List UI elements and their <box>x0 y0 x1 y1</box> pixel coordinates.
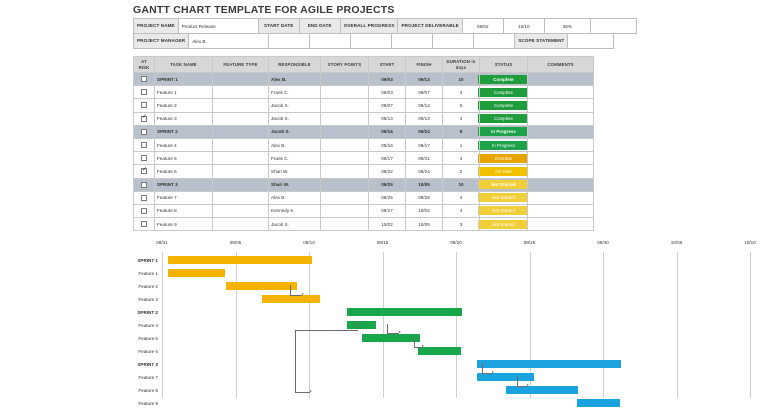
story-points-cell[interactable] <box>321 99 369 112</box>
project-deliverable-label: PROJECT DELIVERABLE <box>398 19 462 34</box>
project-name-label: PROJECT NAME <box>134 19 179 34</box>
gantt-bar[interactable] <box>168 269 226 277</box>
duration-cell[interactable]: 4 <box>443 191 480 204</box>
status-badge: In Progress <box>478 141 529 150</box>
status-cell[interactable] <box>480 178 528 191</box>
responsible-cell[interactable]: Jacob S. <box>269 112 321 125</box>
table-row <box>134 112 594 125</box>
col-task-name: TASK NAME <box>155 57 213 73</box>
gantt-row-label: Feature 7 <box>138 375 158 380</box>
duration-cell[interactable]: 10 <box>443 178 480 191</box>
dependency-arrow <box>527 384 529 386</box>
comments-cell[interactable] <box>528 191 594 204</box>
gantt-bar[interactable] <box>362 334 420 342</box>
gantt-row-label: Feature 5 <box>138 336 158 341</box>
table-row <box>134 99 594 112</box>
comments-cell[interactable] <box>528 152 594 165</box>
story-points-cell[interactable] <box>321 125 369 138</box>
at-risk-cell[interactable] <box>134 152 155 165</box>
responsible-cell[interactable]: Jacob S. <box>269 125 321 138</box>
dependency-link <box>290 295 302 296</box>
finish-date-cell[interactable]: 10/05 <box>406 218 443 231</box>
dependency-arrow <box>302 293 304 295</box>
feature-type-cell[interactable] <box>213 112 269 125</box>
story-points-cell[interactable] <box>321 191 369 204</box>
gantt-axis-tick: 10/05 <box>670 240 683 245</box>
gantt-bar[interactable] <box>577 399 621 407</box>
start-date-cell[interactable]: 09/25 <box>369 178 406 191</box>
status-badge: In Progress <box>478 127 529 136</box>
gantt-row-label: SPRINT 2 <box>137 310 158 315</box>
at-risk-cell[interactable] <box>134 178 155 191</box>
gantt-row-label: SPRINT 1 <box>137 258 158 263</box>
gantt-gridline <box>162 252 163 398</box>
responsible-cell[interactable]: Shari W. <box>269 178 321 191</box>
finish-date-cell[interactable]: 09/21 <box>406 152 443 165</box>
gantt-bar[interactable] <box>347 321 376 329</box>
feature-type-cell[interactable] <box>213 218 269 231</box>
responsible-cell[interactable]: Alex B. <box>269 138 321 151</box>
start-date-cell[interactable]: 09/13 <box>369 112 406 125</box>
gantt-chart <box>110 240 756 406</box>
status-badge: Complete <box>478 88 529 97</box>
task-name-cell[interactable]: Feature 7 <box>155 191 213 204</box>
status-badge: Complete <box>478 114 529 123</box>
col-duration: DURATION in days <box>443 57 480 73</box>
dependency-link <box>295 330 358 331</box>
col-status: STATUS <box>480 57 528 73</box>
gantt-axis-tick: 09/25 <box>523 240 536 245</box>
feature-type-cell[interactable] <box>213 138 269 151</box>
start-date-cell[interactable]: 09/03 <box>369 73 406 86</box>
blank-cell-1 <box>392 34 433 49</box>
finish-date-cell[interactable]: 10/05 <box>406 178 443 191</box>
comments-cell[interactable] <box>528 165 594 178</box>
status-badge: Overdue <box>478 154 529 163</box>
duration-cell[interactable]: 3 <box>443 218 480 231</box>
finish-date-cell[interactable]: 09/13 <box>406 73 443 86</box>
task-table-header-row <box>134 57 594 73</box>
gantt-row-label: Feature 2 <box>138 284 158 289</box>
feature-type-cell[interactable] <box>213 191 269 204</box>
at-risk-checkbox[interactable] <box>141 155 147 161</box>
gantt-row-label: Feature 8 <box>138 388 158 393</box>
dependency-arrow <box>422 345 424 347</box>
table-row <box>134 191 594 204</box>
gantt-row-labels <box>110 254 162 410</box>
table-row <box>134 204 594 217</box>
at-risk-checkbox[interactable] <box>141 116 147 122</box>
start-date-cell[interactable]: 09/07 <box>369 99 406 112</box>
scope-statement-value[interactable] <box>568 34 614 49</box>
finish-date-cell[interactable]: 09/17 <box>406 138 443 151</box>
blank-cell-2 <box>433 34 474 49</box>
table-row <box>134 218 594 231</box>
status-badge: Not Started <box>478 220 529 229</box>
overall-progress-label: OVERALL PROGRESS <box>340 19 398 34</box>
gantt-row-label: Feature 9 <box>138 401 158 406</box>
dependency-link <box>517 376 518 386</box>
at-risk-cell[interactable] <box>134 125 155 138</box>
task-name-cell[interactable]: SPRINT 3 <box>155 178 213 191</box>
table-row <box>134 86 594 99</box>
at-risk-cell[interactable] <box>134 112 155 125</box>
project-manager-label: PROJECT MANAGER <box>134 34 189 49</box>
duration-cell[interactable]: 4 <box>443 112 480 125</box>
comments-cell[interactable] <box>528 125 594 138</box>
dependency-link <box>295 392 310 393</box>
end-date-value-2[interactable] <box>310 34 351 49</box>
gantt-gridline <box>383 252 384 398</box>
gantt-axis-tick: 09/20 <box>450 240 462 245</box>
duration-cell[interactable]: 1 <box>443 138 480 151</box>
gantt-row-label: Feature 1 <box>138 271 158 276</box>
comments-cell[interactable] <box>528 112 594 125</box>
status-cell[interactable] <box>480 125 528 138</box>
start-date-cell[interactable]: 10/02 <box>369 218 406 231</box>
dependency-arrow <box>399 331 401 333</box>
at-risk-checkbox[interactable] <box>141 89 147 95</box>
project-info-table-row2 <box>133 33 614 49</box>
gantt-gridline <box>750 252 751 398</box>
finish-date-cell[interactable]: 10/02 <box>406 204 443 217</box>
gantt-time-axis <box>156 240 756 252</box>
overall-progress-value-2[interactable] <box>351 34 392 49</box>
story-points-cell[interactable] <box>321 204 369 217</box>
end-date-label: END DATE <box>299 19 340 34</box>
at-risk-cell[interactable] <box>134 138 155 151</box>
gantt-axis-tick: 09/15 <box>376 240 389 245</box>
start-date-cell[interactable]: 09/25 <box>369 191 406 204</box>
task-name-cell[interactable]: Feature 2 <box>155 99 213 112</box>
at-risk-checkbox[interactable] <box>141 102 147 108</box>
status-cell[interactable] <box>480 73 528 86</box>
status-cell[interactable] <box>480 152 528 165</box>
gantt-row-label: SPRINT 3 <box>137 362 158 367</box>
at-risk-cell[interactable] <box>134 218 155 231</box>
at-risk-cell[interactable] <box>134 86 155 99</box>
dependency-link <box>387 324 388 333</box>
feature-type-cell[interactable] <box>213 125 269 138</box>
gantt-gridline <box>603 252 604 398</box>
task-name-cell[interactable]: SPRINT 2 <box>155 125 213 138</box>
start-date-cell[interactable]: 09/22 <box>369 165 406 178</box>
at-risk-cell[interactable] <box>134 73 155 86</box>
duration-cell[interactable]: 10 <box>443 73 480 86</box>
gantt-row-label: Feature 4 <box>138 323 158 328</box>
story-points-cell[interactable] <box>321 138 369 151</box>
status-badge: On Hold <box>478 167 529 176</box>
gantt-bar[interactable] <box>477 373 535 381</box>
gantt-bar[interactable] <box>477 360 621 368</box>
status-badge: Not Started <box>478 206 529 215</box>
gantt-row-label: Feature 3 <box>138 297 158 302</box>
table-row <box>134 178 594 191</box>
col-comments: COMMENTS <box>528 57 594 73</box>
comments-cell[interactable] <box>528 99 594 112</box>
story-points-cell[interactable] <box>321 152 369 165</box>
status-badge: Not Started <box>478 180 529 189</box>
table-row <box>134 152 594 165</box>
responsible-cell[interactable]: Jacob S. <box>269 99 321 112</box>
responsible-cell[interactable]: Alex B. <box>269 191 321 204</box>
project-manager-value[interactable]: Alex B. <box>189 34 269 49</box>
task-name-cell[interactable]: Feature 5 <box>155 152 213 165</box>
comments-cell[interactable] <box>528 86 594 99</box>
status-badge: Not Started <box>478 193 529 202</box>
status-cell[interactable] <box>480 204 528 217</box>
project-deliverable-value[interactable] <box>590 19 636 34</box>
project-info-table <box>133 18 637 34</box>
feature-type-cell[interactable] <box>213 178 269 191</box>
gantt-bar[interactable] <box>506 386 578 394</box>
feature-type-cell[interactable] <box>213 73 269 86</box>
task-name-cell[interactable]: Feature 3 <box>155 112 213 125</box>
gantt-bar[interactable] <box>262 295 320 303</box>
at-risk-checkbox[interactable] <box>141 76 147 82</box>
comments-cell[interactable] <box>528 204 594 217</box>
finish-date-cell[interactable]: 09/24 <box>406 165 443 178</box>
status-cell[interactable] <box>480 86 528 99</box>
gantt-gridline <box>236 252 237 398</box>
task-name-cell[interactable]: Feature 1 <box>155 86 213 99</box>
start-date-cell[interactable]: 09/17 <box>369 152 406 165</box>
responsible-cell[interactable]: Frank C. <box>269 86 321 99</box>
col-at-risk: AT RISK <box>134 57 155 73</box>
story-points-cell[interactable] <box>321 86 369 99</box>
at-risk-cell[interactable] <box>134 204 155 217</box>
overall-progress-value[interactable]: 35% <box>544 19 590 34</box>
project-name-value[interactable]: Product Release <box>178 19 258 34</box>
info-row <box>134 34 614 49</box>
start-date-value[interactable]: 09/02 <box>462 19 503 34</box>
comments-cell[interactable] <box>528 138 594 151</box>
story-points-cell[interactable] <box>321 73 369 86</box>
at-risk-checkbox[interactable] <box>141 195 147 201</box>
responsible-cell[interactable]: Kennedy K. <box>269 204 321 217</box>
responsible-cell[interactable]: Jacob S. <box>269 218 321 231</box>
gantt-axis-tick: 09/10 <box>303 240 315 245</box>
feature-type-cell[interactable] <box>213 165 269 178</box>
duration-cell[interactable]: 4 <box>443 204 480 217</box>
dependency-link <box>482 363 483 373</box>
start-date-cell[interactable]: 09/03 <box>369 86 406 99</box>
end-date-value[interactable]: 10/10 <box>503 19 544 34</box>
status-cell[interactable] <box>480 112 528 125</box>
responsible-cell[interactable]: Frank C. <box>269 152 321 165</box>
blank-cell-3 <box>474 34 515 49</box>
gantt-bar[interactable] <box>347 308 462 316</box>
col-story-points: STORY POINTS <box>321 57 369 73</box>
gantt-bar[interactable] <box>226 282 298 290</box>
gantt-plot-area <box>156 240 756 398</box>
at-risk-cell[interactable] <box>134 99 155 112</box>
gantt-gridline <box>677 252 678 398</box>
gantt-axis-tick: 09/05 <box>229 240 242 245</box>
dependency-link <box>414 347 422 348</box>
status-cell[interactable] <box>480 218 528 231</box>
table-row <box>134 138 594 151</box>
at-risk-checkbox[interactable] <box>141 208 147 214</box>
dependency-link <box>387 333 399 334</box>
table-row <box>134 73 594 86</box>
page-title: GANTT CHART TEMPLATE FOR AGILE PROJECTS <box>133 4 395 16</box>
info-row <box>134 19 637 34</box>
status-cell[interactable] <box>480 165 528 178</box>
col-responsible: RESPONSIBLE <box>269 57 321 73</box>
gantt-bar[interactable] <box>418 347 462 355</box>
feature-type-cell[interactable] <box>213 152 269 165</box>
status-cell[interactable] <box>480 138 528 151</box>
gantt-gridline <box>456 252 457 398</box>
task-name-cell[interactable]: Feature 6 <box>155 165 213 178</box>
start-date-cell[interactable]: 09/16 <box>369 138 406 151</box>
duration-cell[interactable]: 8 <box>443 125 480 138</box>
comments-cell[interactable] <box>528 73 594 86</box>
finish-date-cell[interactable]: 09/29 <box>406 191 443 204</box>
task-name-cell[interactable]: SPRINT 1 <box>155 73 213 86</box>
feature-type-cell[interactable] <box>213 86 269 99</box>
gantt-gridline <box>309 252 310 398</box>
dependency-link <box>517 386 527 387</box>
at-risk-cell[interactable] <box>134 165 155 178</box>
at-risk-checkbox[interactable] <box>141 168 147 174</box>
start-date-cell[interactable]: 09/16 <box>369 125 406 138</box>
duration-cell[interactable]: 4 <box>443 86 480 99</box>
dependency-link <box>482 373 492 374</box>
duration-cell[interactable]: 5 <box>443 99 480 112</box>
dependency-link <box>357 327 358 328</box>
finish-date-cell[interactable]: 09/13 <box>406 112 443 125</box>
dependency-link <box>295 330 296 392</box>
comments-cell[interactable] <box>528 218 594 231</box>
story-points-cell[interactable] <box>321 112 369 125</box>
start-date-value-2[interactable] <box>269 34 310 49</box>
col-finish: FINISH <box>406 57 443 73</box>
dependency-link <box>290 285 291 295</box>
responsible-cell[interactable]: Alex B. <box>269 73 321 86</box>
feature-type-cell[interactable] <box>213 99 269 112</box>
dependency-arrow <box>310 390 312 392</box>
task-name-cell[interactable]: Feature 4 <box>155 138 213 151</box>
story-points-cell[interactable] <box>321 165 369 178</box>
duration-cell[interactable]: 2 <box>443 165 480 178</box>
finish-date-cell[interactable]: 09/24 <box>406 125 443 138</box>
task-name-cell[interactable]: Feature 9 <box>155 218 213 231</box>
gantt-axis-tick: 08/31 <box>156 240 168 245</box>
status-cell[interactable] <box>480 99 528 112</box>
feature-type-cell[interactable] <box>213 204 269 217</box>
at-risk-checkbox[interactable] <box>141 142 147 148</box>
at-risk-cell[interactable] <box>134 191 155 204</box>
duration-cell[interactable]: 4 <box>443 152 480 165</box>
col-start: START <box>369 57 406 73</box>
finish-date-cell[interactable]: 09/07 <box>406 86 443 99</box>
status-badge: Complete <box>478 75 529 84</box>
start-date-cell[interactable]: 09/27 <box>369 204 406 217</box>
finish-date-cell[interactable]: 09/12 <box>406 99 443 112</box>
at-risk-checkbox[interactable] <box>141 182 147 188</box>
responsible-cell[interactable]: Shari W. <box>269 165 321 178</box>
story-points-cell[interactable] <box>321 178 369 191</box>
gantt-axis-tick: 10/10 <box>744 240 756 245</box>
start-date-label: START DATE <box>258 19 299 34</box>
gantt-bar[interactable] <box>168 256 312 264</box>
gantt-row-label: Feature 6 <box>138 349 158 354</box>
at-risk-checkbox[interactable] <box>141 129 147 135</box>
task-table <box>133 56 594 231</box>
at-risk-checkbox[interactable] <box>141 221 147 227</box>
col-feature-type: FEATURE TYPE <box>213 57 269 73</box>
dependency-link <box>414 337 415 347</box>
table-row <box>134 125 594 138</box>
gantt-axis-tick: 09/30 <box>597 240 609 245</box>
story-points-cell[interactable] <box>321 218 369 231</box>
scope-statement-label: SCOPE STATEMENT <box>515 34 568 49</box>
dependency-arrow <box>492 371 494 373</box>
table-row <box>134 165 594 178</box>
comments-cell[interactable] <box>528 178 594 191</box>
task-name-cell[interactable]: Feature 8 <box>155 204 213 217</box>
status-badge: Complete <box>478 101 529 110</box>
status-cell[interactable] <box>480 191 528 204</box>
